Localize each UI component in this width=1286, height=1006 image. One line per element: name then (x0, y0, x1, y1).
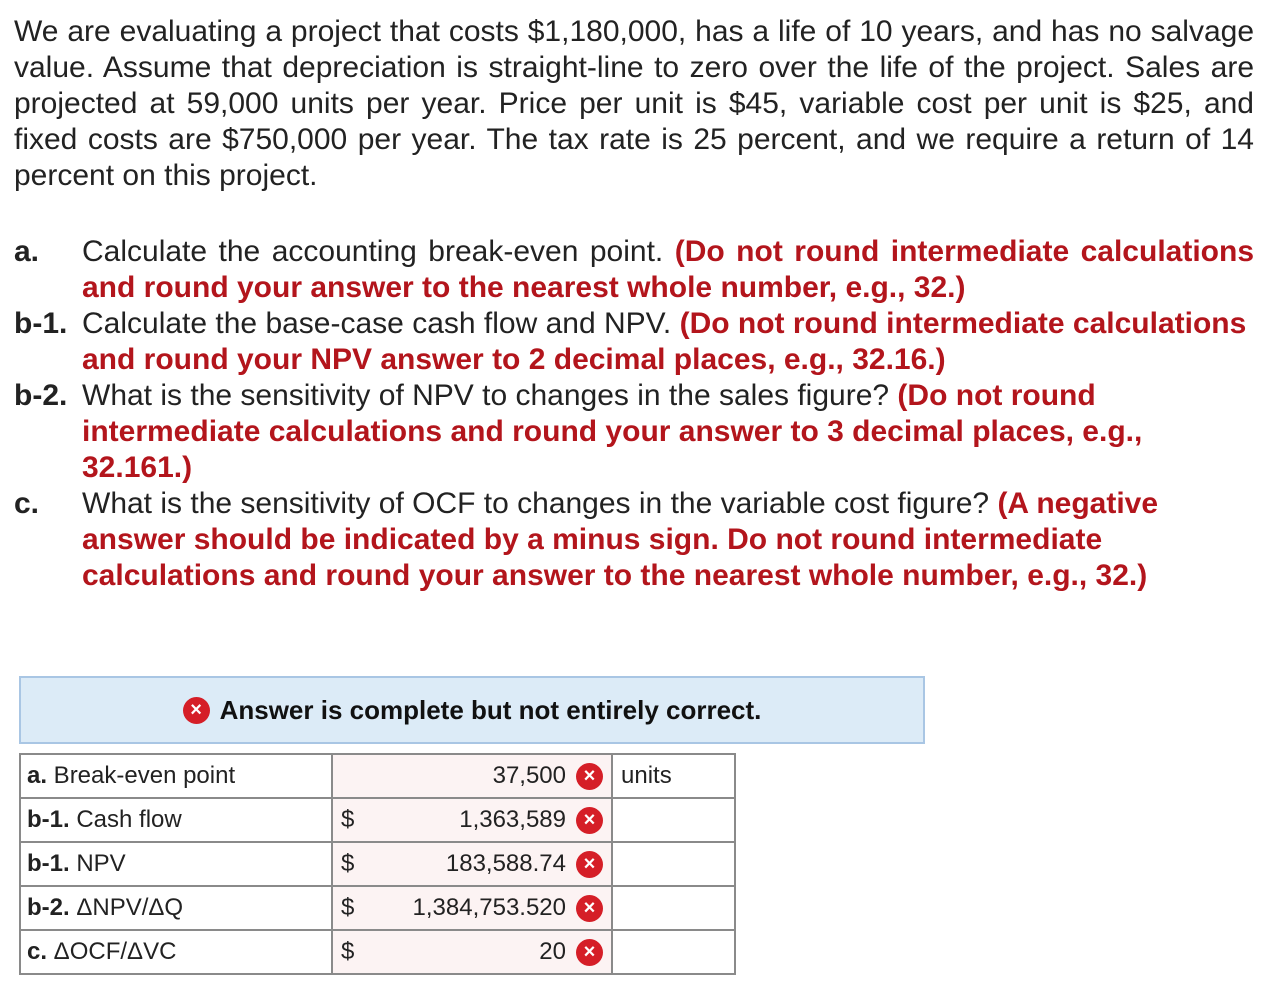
x-circle-icon: × (183, 697, 210, 724)
result-banner (19, 676, 925, 744)
answer-input-cell[interactable] (332, 842, 612, 886)
table-row (20, 798, 735, 842)
answer-value[interactable]: 37,500 (492, 762, 566, 789)
part-instruction: (Do not round intermediate calculations and round your answer to 3 decimal places, e.g., 32.161.) (82, 379, 1143, 484)
answer-table (19, 753, 736, 975)
incorrect-x-icon: × (576, 851, 603, 878)
answer-value[interactable]: 183,588.74 (445, 850, 566, 877)
answer-input-cell[interactable] (332, 886, 612, 930)
incorrect-x-icon: × (576, 807, 603, 834)
table-row (20, 930, 735, 974)
question-part-a (14, 234, 1254, 306)
currency-symbol: $ (341, 938, 355, 965)
table-row (20, 754, 735, 798)
problem-statement: We are evaluating a project that costs $1,180,000, has a life of 10 years, and has no salvage value. Assume that depreciation is straight-line to zero over the life of the project. Sales are projected at 59,000 units per year. Price per unit is $45, variable cost per unit is $25, and fixed costs are $750,000 per year. The tax rate is 25 percent, and we require a return of 14 percent on this project. (14, 15, 1254, 192)
answer-unit (612, 842, 735, 886)
answer-prefix: a. (27, 762, 48, 789)
answer-input-cell[interactable] (332, 754, 612, 798)
part-label: b-1. (14, 307, 68, 340)
answer-value[interactable]: 1,363,589 (459, 806, 566, 833)
answer-prefix: c. (27, 938, 48, 965)
part-question: Calculate the accounting break-even point. (82, 235, 664, 268)
part-question: Calculate the base-case cash flow and NPV. (82, 307, 672, 340)
answer-value[interactable]: 1,384,753.520 (412, 894, 566, 921)
part-instruction: (A negative answer should be indicated by a minus sign. Do not round intermediate calculations and round your answer to the nearest whole number, e.g., 32.) (82, 487, 1159, 592)
table-row (20, 886, 735, 930)
part-question: What is the sensitivity of OCF to changes in the variable cost figure? (82, 487, 990, 520)
answer-unit: units (612, 754, 735, 798)
incorrect-x-icon: × (576, 763, 603, 790)
question-parts (14, 234, 1254, 594)
table-row (20, 842, 735, 886)
answer-prefix: b-1. (27, 850, 70, 877)
incorrect-x-icon: × (576, 939, 603, 966)
currency-symbol: $ (341, 894, 355, 921)
question-part-b1 (14, 306, 1254, 378)
question-part-c (14, 486, 1254, 594)
result-banner-text: Answer is complete but not entirely correct. (219, 694, 762, 725)
incorrect-x-icon: × (576, 895, 603, 922)
answer-value[interactable]: 20 (539, 938, 566, 965)
part-label: a. (14, 235, 40, 268)
currency-symbol: $ (341, 850, 355, 877)
part-label: b-2. (14, 379, 68, 412)
part-label: c. (14, 487, 40, 520)
answer-label: Break-even point (47, 762, 236, 789)
answer-input-cell[interactable] (332, 930, 612, 974)
answer-prefix: b-2. (27, 894, 70, 921)
answer-label: NPV (69, 850, 126, 877)
answer-input-cell[interactable] (332, 798, 612, 842)
answer-label: Cash flow (69, 806, 182, 833)
answer-unit (612, 798, 735, 842)
answer-prefix: b-1. (27, 806, 70, 833)
part-question: What is the sensitivity of NPV to changes in the sales figure? (82, 379, 890, 412)
currency-symbol: $ (341, 806, 355, 833)
answer-unit (612, 930, 735, 974)
answer-label: ΔOCF/ΔVC (47, 938, 177, 965)
part-instruction: (Do not round intermediate calculations and round your NPV answer to 2 decimal places, e.g., 32.16.) (82, 307, 1247, 376)
answer-label: ΔNPV/ΔQ (69, 894, 184, 921)
answer-unit (612, 886, 735, 930)
question-part-b2 (14, 378, 1254, 486)
part-instruction: (Do not round intermediate calculations and round your answer to the nearest whole number, e.g., 32.) (82, 235, 1255, 304)
